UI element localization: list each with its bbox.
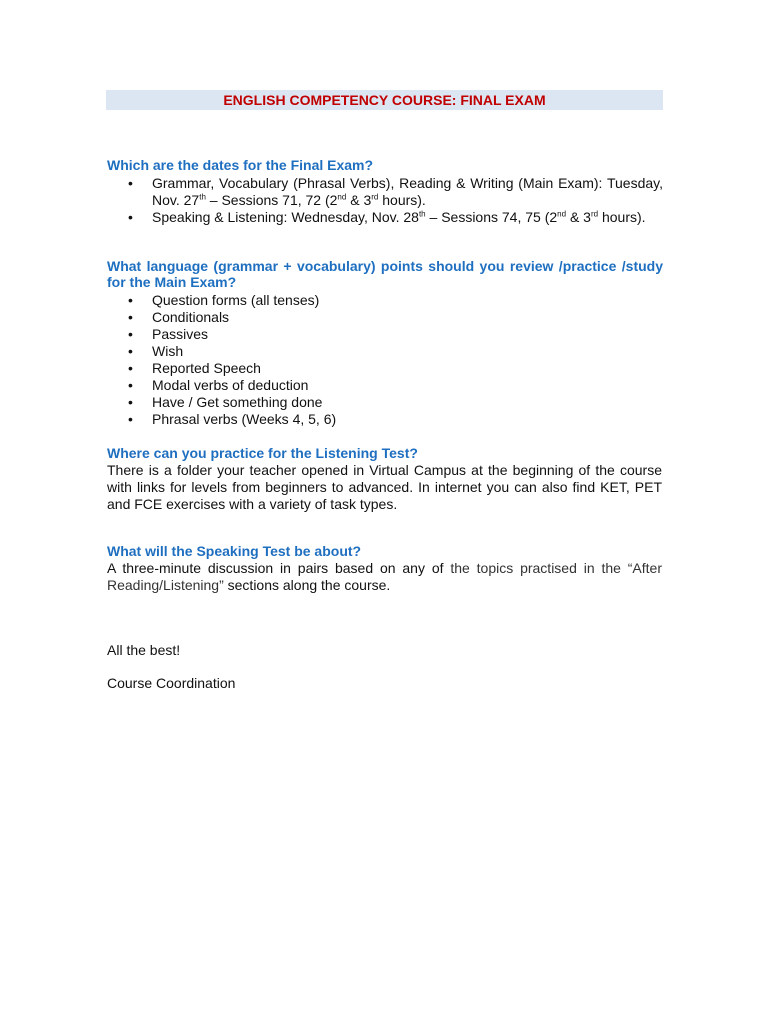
list-item: • Modal verbs of deduction — [107, 377, 663, 394]
list-item: • Phrasal verbs (Weeks 4, 5, 6) — [107, 411, 663, 428]
question-exam-dates: Which are the dates for the Final Exam? — [107, 157, 374, 173]
review-points-list — [107, 292, 663, 428]
list-item: • Reported Speech — [107, 360, 663, 377]
list-item: • Speaking & Listening: Wednesday, Nov. 28th – Sessions 74, 75 (2nd & 3rd hours). — [107, 209, 663, 226]
question-review-points: What language (grammar + vocabulary) points should you review /practice /study for the Main Exam? — [107, 258, 663, 290]
document-title: ENGLISH COMPETENCY COURSE: FINAL EXAM — [106, 90, 663, 110]
speaking-test-text: A three-minute discussion in pairs based on any of the topics practised in the “After Reading/Listening” sections along the course. — [107, 560, 662, 593]
list-item: • Wish — [107, 343, 663, 360]
question-speaking-test: What will the Speaking Test be about? — [107, 543, 362, 559]
list-item: • Question forms (all tenses) — [107, 292, 663, 309]
exam-dates-list — [107, 175, 663, 226]
list-item: • Grammar, Vocabulary (Phrasal Verbs), Reading & Writing (Main Exam): Tuesday, Nov. 27th – Sessions 71, 72 (2nd & 3rd hours). — [107, 175, 663, 209]
list-item: • Have / Get something done — [107, 394, 663, 411]
signature-text: Course Coordination — [107, 675, 236, 691]
question-listening-practice: Where can you practice for the Listening Test? — [107, 445, 418, 461]
closing-text: All the best! — [107, 642, 181, 658]
listening-practice-text: There is a folder your teacher opened in Virtual Campus at the beginning of the course with links for levels from beginners to advanced. In internet you can also find KET, PET and FCE exercises with a variety of task types. — [107, 462, 662, 512]
list-item: • Passives — [107, 326, 663, 343]
list-item: • Conditionals — [107, 309, 663, 326]
